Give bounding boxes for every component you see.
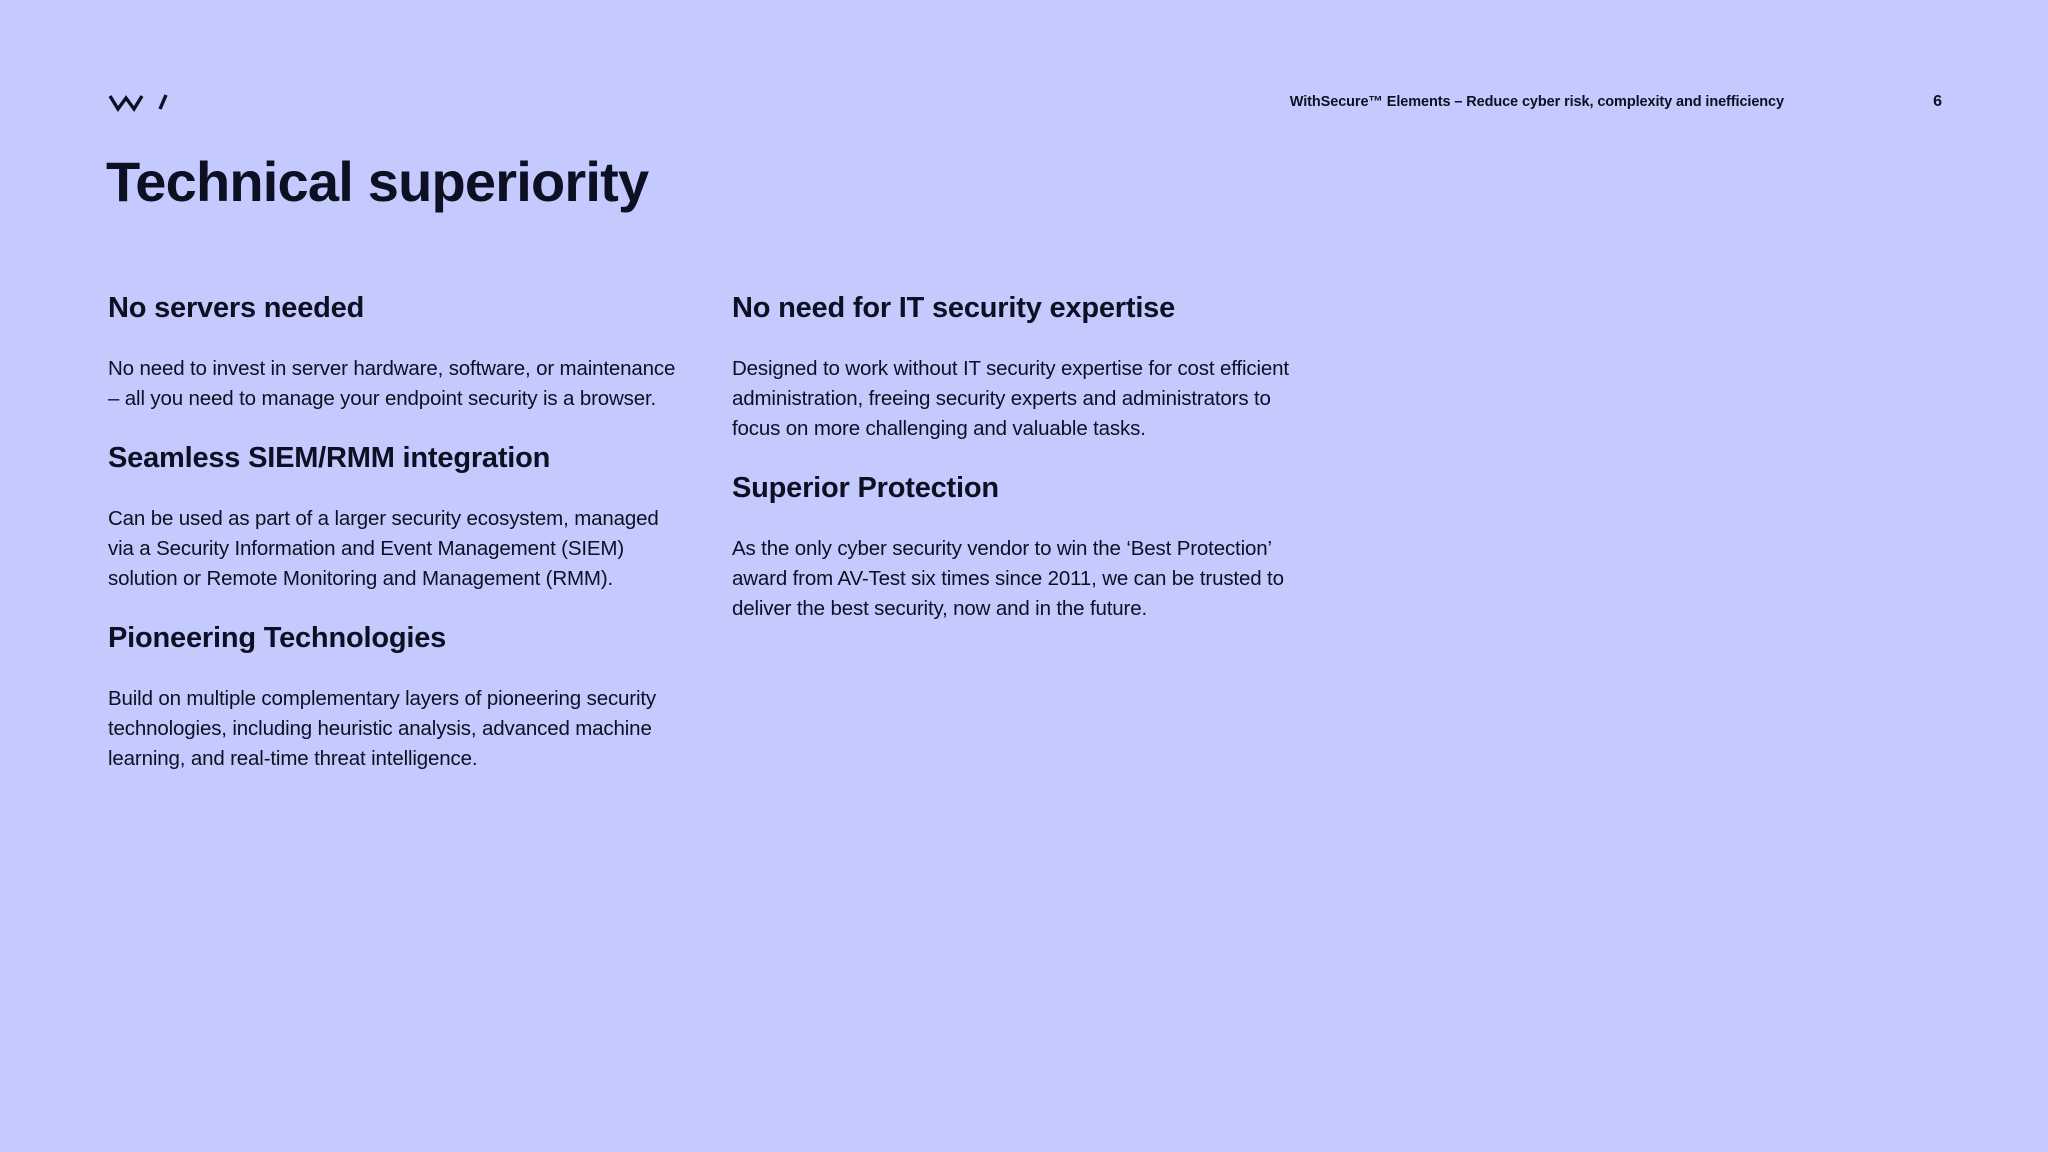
section-heading: Seamless SIEM/RMM integration bbox=[108, 442, 551, 474]
page-title: Technical superiority bbox=[106, 150, 649, 213]
section-heading: Pioneering Technologies bbox=[108, 622, 447, 654]
document-title: WithSecure™ Elements – Reduce cyber risk, complexity and inefficiency bbox=[1289, 94, 1784, 110]
withsecure-logo bbox=[108, 92, 170, 114]
section-body: Designed to work without IT security expertise for cost efficient administration, freeing security experts and administrators to focus on more challenging and valuable tasks. bbox=[732, 357, 1289, 440]
section-body: As the only cyber security vendor to win the ‘Best Protection’ award from AV-Test six times since 2011, we can be trusted to deliver the best security, now and in the future. bbox=[732, 537, 1284, 620]
section-body: Can be used as part of a larger security ecosystem, managed via a Security Information and Event Management (SIEM) solution or Remote Monitoring and Management (RMM). bbox=[108, 507, 659, 590]
section-no-servers bbox=[108, 288, 708, 414]
section-body: No need to invest in server hardware, software, or maintenance – all you need to manage your endpoint security is a browser. bbox=[108, 357, 676, 410]
section-heading: Superior Protection bbox=[732, 472, 999, 504]
section-body: Build on multiple complementary layers of pioneering security technologies, including heuristic analysis, advanced machine learning, and real-time threat intelligence. bbox=[108, 687, 657, 770]
left-column bbox=[108, 288, 708, 798]
logo-mark-icon bbox=[108, 92, 170, 114]
section-no-expertise bbox=[732, 288, 1332, 444]
section-superior-protection bbox=[732, 468, 1332, 624]
right-column bbox=[732, 288, 1332, 648]
section-siem-rmm bbox=[108, 438, 708, 594]
section-pioneering bbox=[108, 618, 708, 774]
section-heading: No need for IT security expertise bbox=[732, 292, 1176, 324]
page-number: 6 bbox=[1933, 93, 1942, 110]
section-heading: No servers needed bbox=[108, 292, 365, 324]
